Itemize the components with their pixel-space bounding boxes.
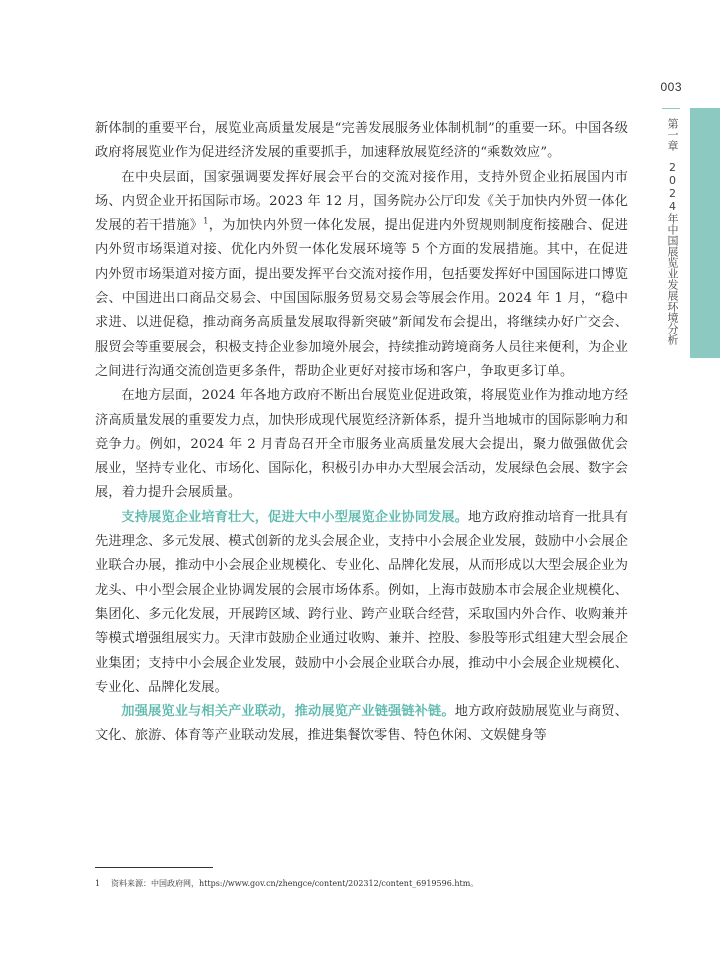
chapter-title: 2024年中国展览业发展环境分析 — [666, 161, 679, 345]
paragraph-5-heading: 加强展览业与相关产业联动，推动展览产业链强链补链。 — [121, 704, 455, 720]
paragraph-4-heading: 支持展览企业培育壮大，促进大中小型展览企业协同发展。 — [121, 509, 469, 525]
paragraph-3: 在地方层面，2024 年各地方政府不断出台展览业促进政策，将展览业作为推动地方经济高质量发展的重要发力点，加快形成现代展览经济新体系，提升当地城市的国际影响力和竞争力。例如，2024 年 2 月青岛召开全市服务业高质量发展大会提出，聚力做强做优会展业，坚持专业化、市场化、国际化，积极引办申办大型展会活动，发展绿色会展、数字会展，着力提升会展质量。 — [95, 388, 628, 501]
paragraph-4 — [95, 506, 628, 700]
main-text — [95, 117, 628, 749]
paragraph-5 — [95, 700, 628, 749]
chapter-side-tab — [690, 108, 720, 358]
paragraph-2-part-a: 在中央层面，国家强调要发挥好展会平台的交流对接作用，支持外贸企业拓展国内市场、内贸企业开拓国际市场。2023 年 12 月，国务院办公厅印发《关于加快内外贸一体化发展的若干措施》 — [95, 169, 628, 234]
footnote-ref: 1 — [203, 216, 209, 226]
paragraph-1: 新体制的重要平台，展览业高质量发展是“完善发展服务业体制机制”的重要一环。中国各级政府将展览业作为促进经济发展的重要抓手，加速释放展览经济的“乘数效应”。 — [95, 121, 628, 161]
header-rule — [662, 108, 680, 109]
chapter-running-header — [664, 118, 680, 345]
footnote-divider — [95, 867, 213, 868]
footnote-text: 资料来源：中国政府网，https://www.gov.cn/zhengce/content/202312/content_6919596.htm。 — [111, 879, 479, 888]
paragraph-5-text: 地方政府鼓励展览业与商贸、文化、旅游、体育等产业联动发展，推进集餐饮零售、特色休闲、文娱健身等 — [95, 704, 628, 744]
paragraph-2-part-b: ，为加快内外贸一体化发展，提出促进内外贸规则制度衔接融合、促进内外贸市场渠道对接、优化内外贸一体化发展环境等 5 个方面的发展措施。其中，在促进内外贸市场渠道对接方面，提出要发挥平台交流对接作用，包括要发挥好中国国际进口博览会、中国进出口商品交易会、中国国际服务贸易交易会等展会作用。2024 年 1 月，“稳中求进、以进促稳，推动商务高质量发展取得新突破”新闻发布会提出，将继续办好广交会、服贸会等重要展会，积极支持企业参加境外展会，持续推动跨境商务人员往来便利，为企业之间进行沟通交流创造更多条件，帮助企业更好对接市场和客户，争取更多订单。 — [95, 218, 628, 379]
footnote — [95, 878, 655, 890]
page-number: 003 — [660, 80, 682, 94]
paragraph-4-text: 地方政府推动培育一批具有先进理念、多元发展、模式创新的龙头会展企业，支持中小会展企业发展，鼓励中小会展企业联合办展，推动中小会展企业规模化、专业化、品牌化发展，从而形成以大型会展企业为龙头、中小型会展企业协调发展的会展市场体系。例如，上海市鼓励本市会展企业规模化、集团化、多元化发展，开展跨区域、跨行业、跨产业联合经营，采取国内外合作、收购兼并等模式增强组展实力。天津市鼓励企业通过收购、兼并、控股、参股等形式组建大型会展企业集团；支持中小会展企业发展，鼓励中小会展企业联合办展，推动中小会展企业规模化、专业化、品牌化发展。 — [95, 509, 628, 695]
paragraph-2 — [95, 166, 628, 385]
footnote-number: 1 — [95, 879, 101, 888]
chapter-number: 第一章 — [666, 118, 679, 151]
